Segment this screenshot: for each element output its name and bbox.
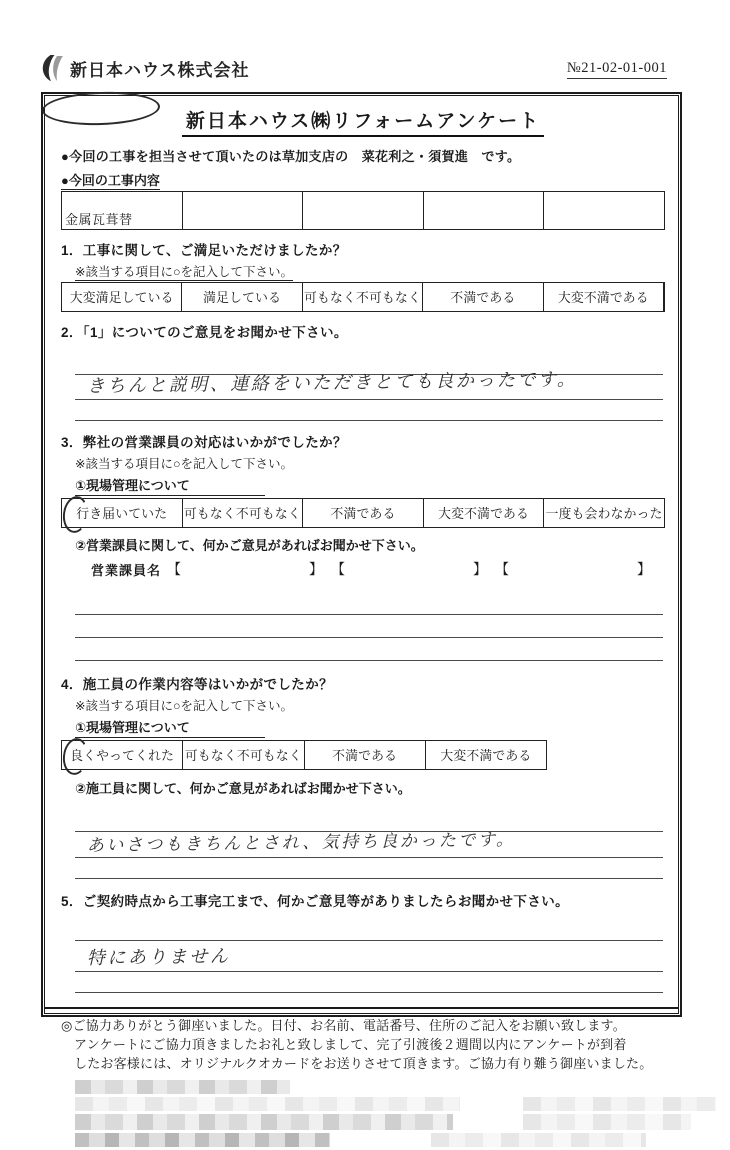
q3-title: 3．弊社の営業課員の対応はいかがでしたか？ bbox=[61, 435, 347, 450]
ruled-line bbox=[75, 918, 663, 941]
ruled-line bbox=[75, 638, 663, 661]
handwritten-answer-q5: 特にありません bbox=[86, 945, 231, 969]
work-content-table bbox=[61, 191, 665, 230]
option-cell: 可もなく不可もなく bbox=[183, 741, 304, 769]
q4-sub2-label: ②施工員に関して、何かご意見があればお聞かせ下さい。 bbox=[75, 781, 411, 796]
option-cell: 可もなく不可もなく bbox=[303, 283, 423, 311]
redacted-block bbox=[75, 1080, 290, 1094]
staff-name-label: 営業課員名 bbox=[91, 562, 162, 578]
form-title: 新日本ハウス㈱リフォームアンケート bbox=[182, 106, 544, 137]
handwritten-answer-q4: あいさつもきちんとされ、気持ち良かったです。 bbox=[86, 830, 516, 856]
form-frame bbox=[41, 92, 682, 1072]
work-content-label: ●今回の工事内容 bbox=[61, 173, 160, 188]
work-cell bbox=[183, 192, 304, 229]
bracket: 】 bbox=[309, 561, 324, 577]
bracket: 】 bbox=[637, 561, 652, 577]
company-name: 新日本ハウス株式会社 bbox=[70, 60, 250, 80]
footer-line: ◎ご協力ありがとう御座いました。日付、お名前、電話番号、住所のご記入をお願い致します。 bbox=[61, 1018, 626, 1033]
option-cell: 行き届いていた bbox=[62, 499, 183, 527]
q4-title: 4．施工員の作業内容等はいかがでしたか？ bbox=[61, 677, 334, 692]
q5-title: 5．ご契約時点から工事完工まで、何かご意見等がありましたらお聞かせ下さい。 bbox=[61, 894, 570, 909]
q3-sub2-label: ②営業課員に関して、何かご意見があればお聞かせ下さい。 bbox=[75, 538, 424, 553]
ruled-line bbox=[75, 615, 663, 638]
company-logo bbox=[40, 54, 250, 82]
bracket: 【 bbox=[495, 561, 510, 577]
q3-sub1-label: ①現場管理について bbox=[75, 475, 665, 496]
footer-line: アンケートにご協力頂きましたお礼と致しまして、完了引渡後２週間以内にアンケートが到着 bbox=[74, 1037, 627, 1053]
option-cell: 大変不満である bbox=[440, 748, 532, 763]
redacted-block bbox=[75, 1097, 460, 1111]
document-number: №21-02-01-001 bbox=[567, 60, 667, 79]
footer-note bbox=[61, 1016, 665, 1074]
redacted-block bbox=[75, 1114, 453, 1130]
option-cell: 不満である bbox=[303, 499, 424, 527]
work-cell bbox=[424, 192, 545, 229]
q3-answer-lines bbox=[75, 592, 663, 661]
q3-note: ※該当する項目に○を記入して下さい。 bbox=[75, 457, 294, 471]
redacted-block bbox=[523, 1114, 691, 1130]
option-cell: 不満である bbox=[423, 283, 543, 311]
ruled-line bbox=[75, 972, 663, 993]
option-cell: 一度も会わなかった bbox=[545, 506, 663, 521]
ruled-line bbox=[75, 858, 663, 879]
bracket: 】 bbox=[473, 561, 488, 577]
q4-sub1-label: ①現場管理について bbox=[75, 717, 665, 738]
form-body bbox=[44, 95, 679, 1072]
option-cell: 大変不満である bbox=[424, 499, 545, 527]
staff-name-row bbox=[91, 559, 665, 579]
option-cell: 大変不満である bbox=[544, 283, 664, 311]
selection-circle-q4 bbox=[61, 737, 90, 777]
company-logo-icon bbox=[40, 54, 66, 82]
option-cell: 良くやってくれた bbox=[62, 741, 183, 769]
option-cell: 大変満足している bbox=[62, 283, 182, 311]
q4-answer-lines bbox=[75, 809, 663, 879]
q4-note: ※該当する項目に○を記入して下さい。 bbox=[75, 699, 294, 713]
q1-note: ※該当する項目に○を記入して下さい。 bbox=[75, 265, 294, 279]
bracket: 【 bbox=[167, 561, 182, 577]
q5-answer-lines bbox=[75, 918, 663, 993]
q4-options-table bbox=[61, 740, 547, 770]
redacted-block bbox=[523, 1097, 716, 1111]
ruled-line bbox=[75, 832, 663, 858]
q1-options-table bbox=[61, 282, 665, 312]
intro-line: ●今回の工事を担当させて頂いたのは草加支店の 菜花利之・須賀進 です。 bbox=[61, 149, 521, 164]
selection-circle-q3 bbox=[61, 495, 90, 535]
ruled-line bbox=[75, 400, 663, 421]
redacted-block bbox=[431, 1133, 646, 1147]
work-cell: 金属瓦葺替 bbox=[62, 192, 183, 229]
q2-title: 2．「1」についてのご意見をお聞かせ下さい。 bbox=[61, 325, 348, 340]
q1-title: 1．工事に関して、ご満足いただけましたか？ bbox=[61, 243, 347, 258]
q3-options-table bbox=[61, 498, 665, 528]
footer-separator bbox=[45, 1007, 678, 1009]
ruled-line bbox=[75, 941, 663, 972]
ruled-line bbox=[75, 369, 663, 400]
option-cell: 可もなく不可もなく bbox=[183, 499, 304, 527]
option-cell: 満足している bbox=[182, 283, 302, 311]
redacted-personal-info bbox=[61, 1080, 665, 1150]
work-cell bbox=[544, 192, 664, 229]
footer-line: したお客様には、オリジナルクオカードをお送りさせて頂きます。ご協力有り難う御座いました。 bbox=[74, 1056, 653, 1072]
handwritten-answer-q2: きちんと説明、連絡をいただきとても良かったです。 bbox=[86, 369, 578, 397]
q2-answer-lines bbox=[75, 354, 663, 421]
bracket: 【 bbox=[331, 561, 346, 577]
ruled-line bbox=[75, 592, 663, 615]
page-header bbox=[40, 54, 682, 82]
redacted-block bbox=[75, 1133, 330, 1147]
work-cell bbox=[303, 192, 424, 229]
option-cell: 不満である bbox=[305, 741, 426, 769]
